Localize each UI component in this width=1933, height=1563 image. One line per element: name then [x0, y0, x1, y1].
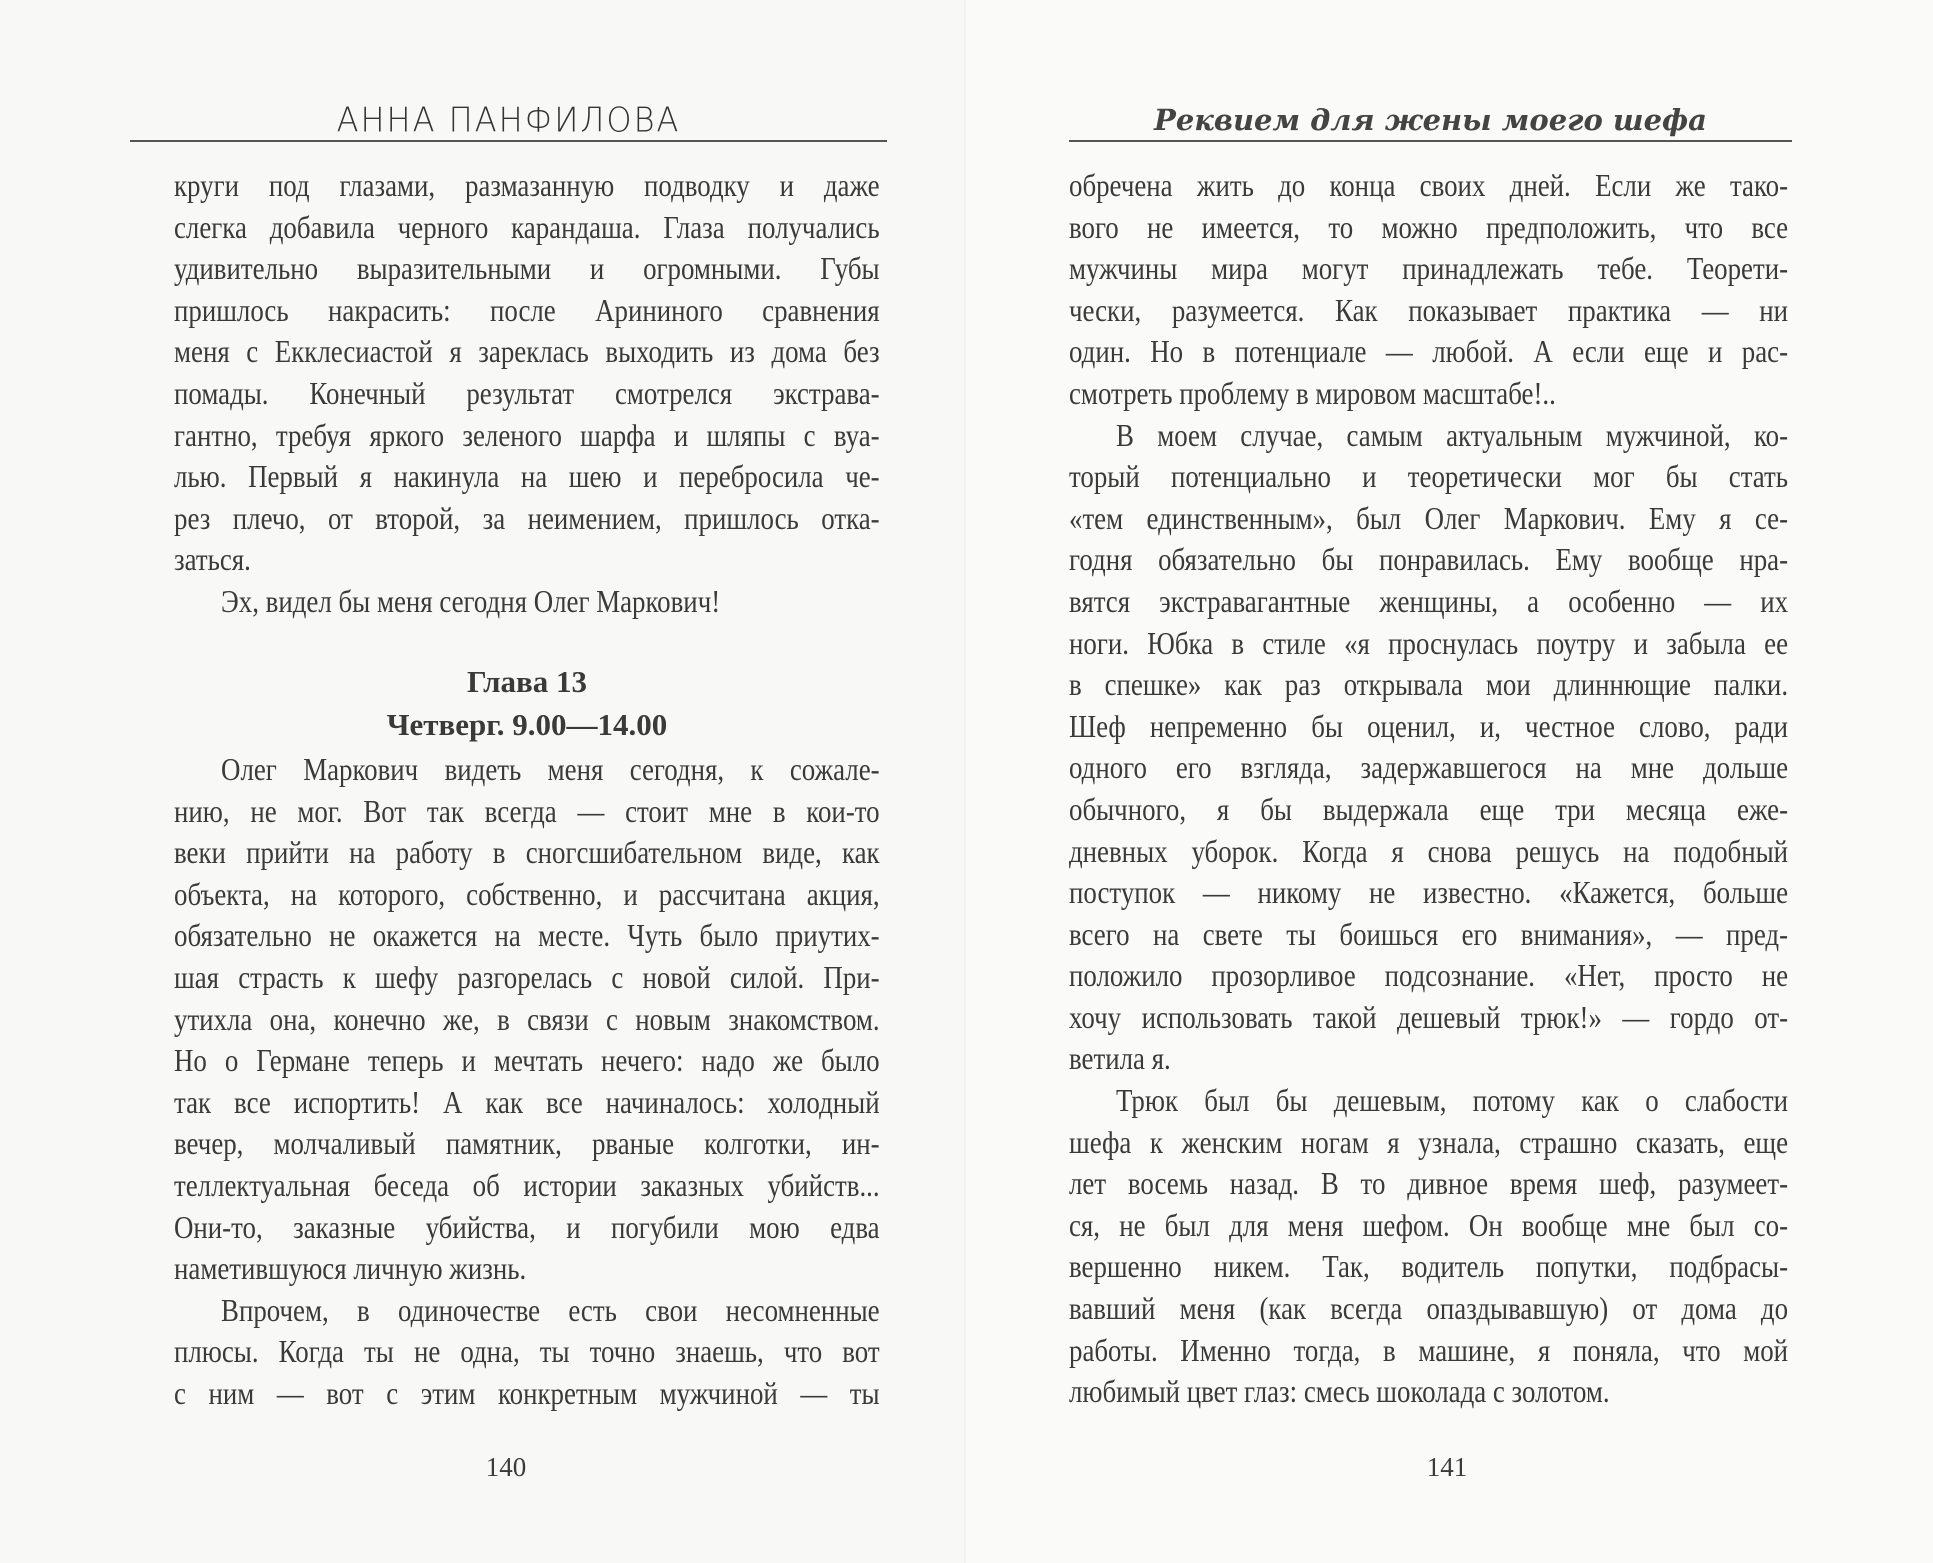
text-line: утихла она, конечно же, в связи с новым знакомством. — [174, 1000, 880, 1037]
text-line: плюсы. Когда ты не одна, ты точно знаешь, что вот — [174, 1333, 880, 1370]
text-block — [1069, 165, 1925, 1413]
running-head-title: Реквием для жены моего шефа — [1154, 103, 1707, 137]
text-line: рез плечо, от второй, за неимением, пришлось отка- — [174, 499, 880, 536]
text-line: помады. Конечный результат смотрелся экстрава- — [174, 374, 880, 411]
text-line: всего на свете ты боишься его внимания», — пред- — [1069, 915, 1789, 952]
text-line: поступок — никому не известно. «Кажется, больше — [1069, 874, 1789, 911]
header-rule — [1069, 140, 1792, 142]
text-line: лет восемь назад. В то дивное время шеф, разумеет- — [1069, 1165, 1789, 1202]
text-line: заться. — [174, 541, 251, 578]
text-line: так все испортить! А как все начиналось: холодный — [174, 1083, 880, 1120]
running-head-author: АННА ПАНФИЛОВА — [336, 100, 681, 140]
text-line: смотреть проблему в мировом масштабе!.. — [1069, 374, 1556, 411]
text-block-before-chapter — [174, 165, 1014, 623]
text-line: теллектуальная беседа об истории заказных убийств... — [174, 1166, 880, 1203]
text-line: вершенно никем. Так, водитель попутки, подбрасы- — [1069, 1248, 1789, 1285]
text-line: любимый цвет глаз: смесь шоколада с золотом. — [1069, 1373, 1610, 1410]
text-line: Трюк был бы дешевым, потому как о слабости — [1116, 1082, 1789, 1119]
text-line: нию, не мог. Вот так всегда — стоит мне в кои-то — [174, 792, 880, 829]
text-line: В моем случае, самым актуальным мужчиной, ко- — [1116, 416, 1789, 453]
text-line: торый потенциально и теоретически мог бы стать — [1069, 458, 1789, 495]
text-line: гантно, требуя яркого зеленого шарфа и шляпы с вуа- — [174, 416, 880, 453]
text-line: чески, разумеется. Как показывает практика — ни — [1069, 291, 1789, 328]
text-line: дневных уборок. Когда я снова решусь на подобный — [1069, 832, 1789, 869]
text-line: круги под глазами, размазанную подводку и даже — [174, 167, 880, 203]
text-line: слегка добавила черного карандаша. Глаза получались — [174, 208, 880, 245]
text-line: наметившуюся личную жизнь. — [174, 1250, 527, 1287]
text-line: веки прийти на работу в сногсшибательном виде, как — [174, 834, 880, 871]
text-line: Эх, видел бы меня сегодня Олег Маркович! — [221, 582, 721, 619]
text-line: «тем единственным», был Олег Маркович. Ему я се- — [1069, 499, 1789, 536]
text-line: ветила я. — [1069, 1040, 1171, 1077]
text-line: удивительно выразительными и огромными. Губы — [174, 250, 880, 287]
text-line: хочу использовать такой дешевый трюк!» — гордо от- — [1069, 998, 1789, 1035]
text-line: Олег Маркович видеть меня сегодня, к сожале- — [221, 751, 880, 787]
text-line: ноги. Юбка в стиле «я проснулась поутру и забыла ее — [1069, 624, 1789, 661]
text-line: положило прозорливое подсознание. «Нет, просто не — [1069, 957, 1789, 994]
text-line: Впрочем, в одиночестве есть свои несомненные — [221, 1291, 880, 1328]
text-line: мужчины мира могут принадлежать тебе. Теорети- — [1069, 250, 1789, 287]
text-block-after-chapter — [174, 749, 1014, 1415]
text-line: годня обязательно бы понравилась. Ему вообще нра- — [1069, 541, 1789, 578]
text-line: вавший меня (как всегда опаздывавшую) от дома до — [1069, 1290, 1789, 1327]
text-line: обычного, я бы выдержала еще три месяца еже- — [1069, 790, 1789, 827]
page-number: 141 — [1426, 1452, 1468, 1482]
header-rule — [130, 140, 887, 142]
text-line: шая страсть к шефу разгорелась с новой силой. При- — [174, 958, 880, 995]
text-line: меня с Екклесиастой я зареклась выходить из дома без — [174, 333, 880, 370]
text-line: Они-то, заказные убийства, и погубили мою едва — [174, 1208, 880, 1245]
text-line: Но о Германе теперь и мечтать нечего: надо же было — [174, 1042, 880, 1079]
text-line: одного его взгляда, задержавшегося на мне дольше — [1069, 749, 1789, 786]
text-line: вятся экстравагантные женщины, а особенно — их — [1069, 582, 1789, 619]
text-line: вечер, молчаливый памятник, рваные колготки, ин- — [174, 1125, 880, 1162]
text-line: с ним — вот с этим конкретным мужчиной — ты — [174, 1374, 880, 1411]
page-number: 140 — [485, 1452, 527, 1482]
text-line: один. Но в потенциале — любой. А если еще и рас- — [1069, 333, 1789, 370]
chapter-subtitle: Четверг. 9.00—14.00 — [386, 707, 668, 742]
left-page — [0, 0, 966, 1563]
text-line: обречена жить до конца своих дней. Если же тако- — [1069, 167, 1789, 203]
text-line: шефа к женским ногам я узнала, страшно сказать, еще — [1069, 1123, 1789, 1160]
text-line: лью. Первый я накинула на шею и перебросила че- — [174, 458, 880, 495]
text-line: объекта, на которого, собственно, и рассчитана акция, — [174, 875, 880, 912]
chapter-number: Глава 13 — [466, 664, 588, 699]
text-line: работы. Именно тогда, в машине, я поняла, что мой — [1069, 1331, 1789, 1368]
text-line: пришлось накрасить: после Арининого сравнения — [174, 291, 880, 328]
text-line: вого не имеется, то можно предположить, что все — [1069, 208, 1789, 245]
text-line: обязательно не окажется на месте. Чуть было приутих- — [174, 917, 880, 954]
right-page — [966, 0, 1933, 1563]
text-line: ся, не был для меня шефом. Он вообще мне был со- — [1069, 1206, 1789, 1243]
text-line: Шеф непременно бы оценил, и, честное слово, ради — [1069, 707, 1789, 744]
text-line: в спешке» как раз открывала мои длиннющие палки. — [1069, 666, 1789, 703]
